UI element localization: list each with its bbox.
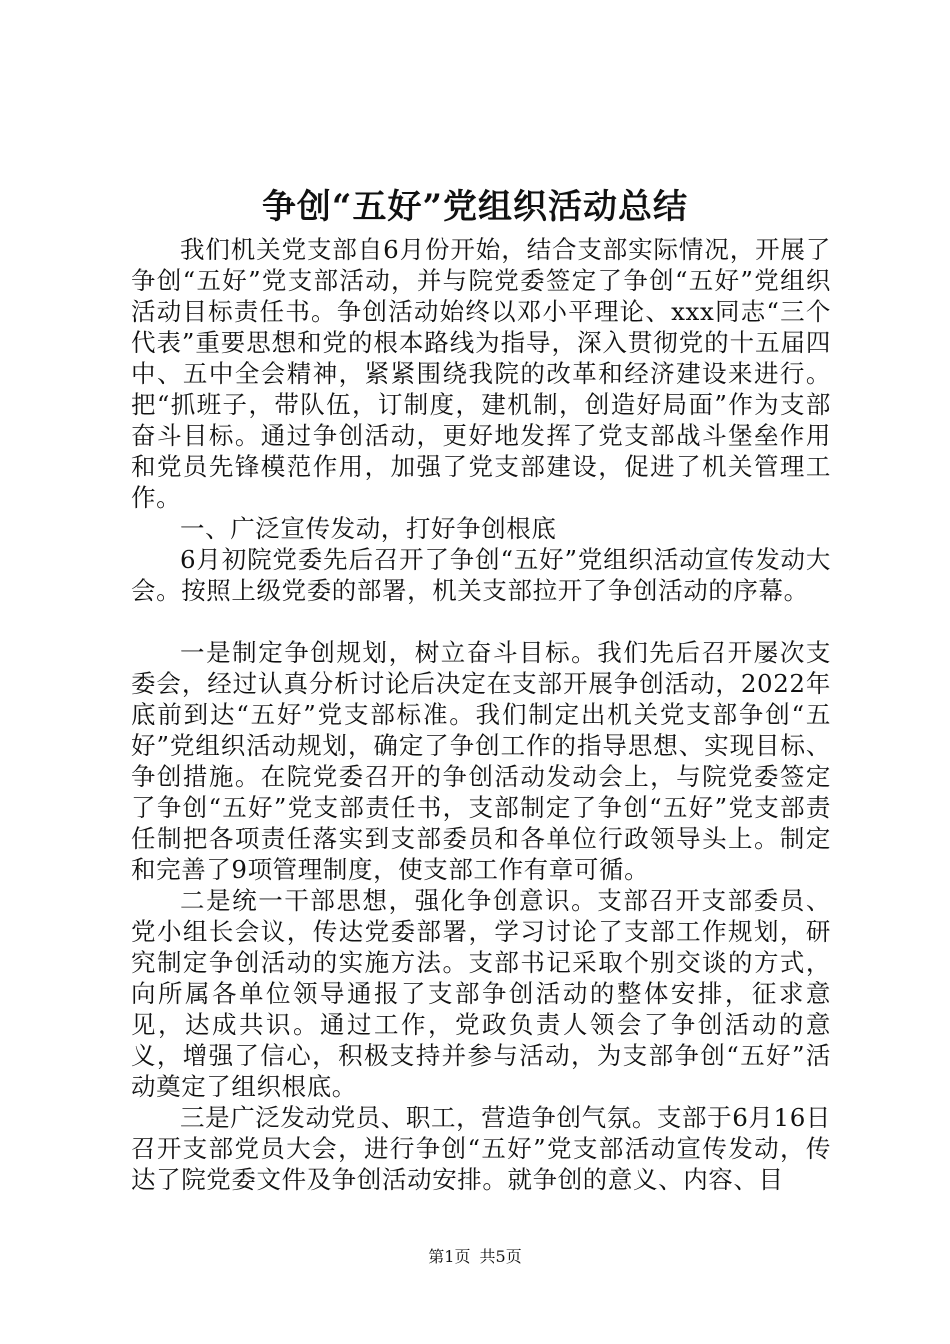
page-number: 第1页 bbox=[428, 1247, 471, 1266]
paragraph-intro: 我们机关党支部自6月份开始，结合支部实际情况，开展了争创“五好”党支部活动，并与院党委签定了争创“五好”党组织活动目标责任书。争创活动始终以邓小平理论、xxx同志“三个代表”重要思想和党的根本路线为指导，深入贯彻党的十五届四中、五中全会精神，紧紧围绕我院的改革和经济建设来进行。把“抓班子，带队伍，订制度，建机制，创造好局面”作为支部奋斗目标。通过争创活动，更好地发挥了党支部战斗堡垒作用和党员先锋模范作用，加强了党支部建设，促进了机关管理工作。 bbox=[131, 235, 831, 512]
paragraph-section-1: 6月初院党委先后召开了争创“五好”党组织活动宣传发动大会。按照上级党委的部署，机关支部拉开了争创活动的序幕。 bbox=[131, 545, 831, 605]
document-body bbox=[131, 234, 831, 1195]
page-footer bbox=[0, 1246, 950, 1268]
paragraph-point-1: 一是制定争创规划，树立奋斗目标。我们先后召开屡次支委会，经过认真分析讨论后决定在支部开展争创活动，2022年底前到达“五好”党支部标准。我们制定出机关党支部争创“五好”党组织活动规划，确定了争创工作的指导思想、实现目标、争创措施。在院党委召开的争创活动发动会上，与院党委签定了争创“五好”党支部责任书，支部制定了争创“五好”党支部责任制把各项责任落实到支部委员和各单位行政领导头上。制定和完善了9项管理制度，使支部工作有章可循。 bbox=[131, 638, 831, 884]
document-title: 争创“五好”党组织活动总结 bbox=[261, 187, 689, 227]
paragraph-point-2: 二是统一干部思想，强化争创意识。支部召开支部委员、党小组长会议，传达党委部署，学习讨论了支部工作规划，研究制定争创活动的实施方法。支部书记采取个别交谈的方式，向所属各单位领导通报了支部争创活动的整体安排，征求意见，达成共识。通过工作，党政负责人领会了争创活动的意义，增强了信心，积极支持并参与活动，为支部争创“五好”活动奠定了组织根底。 bbox=[131, 886, 831, 1101]
paragraph-point-3: 三是广泛发动党员、职工，营造争创气氛。支部于6月16日召开支部党员大会，进行争创“五好”党支部活动宣传发动，传达了院党委文件及争创活动安排。就争创的意义、内容、目 bbox=[131, 1103, 831, 1194]
page-total: 共5页 bbox=[479, 1247, 522, 1266]
section-heading-1: 一、广泛宣传发动，打好争创根底 bbox=[180, 514, 557, 543]
